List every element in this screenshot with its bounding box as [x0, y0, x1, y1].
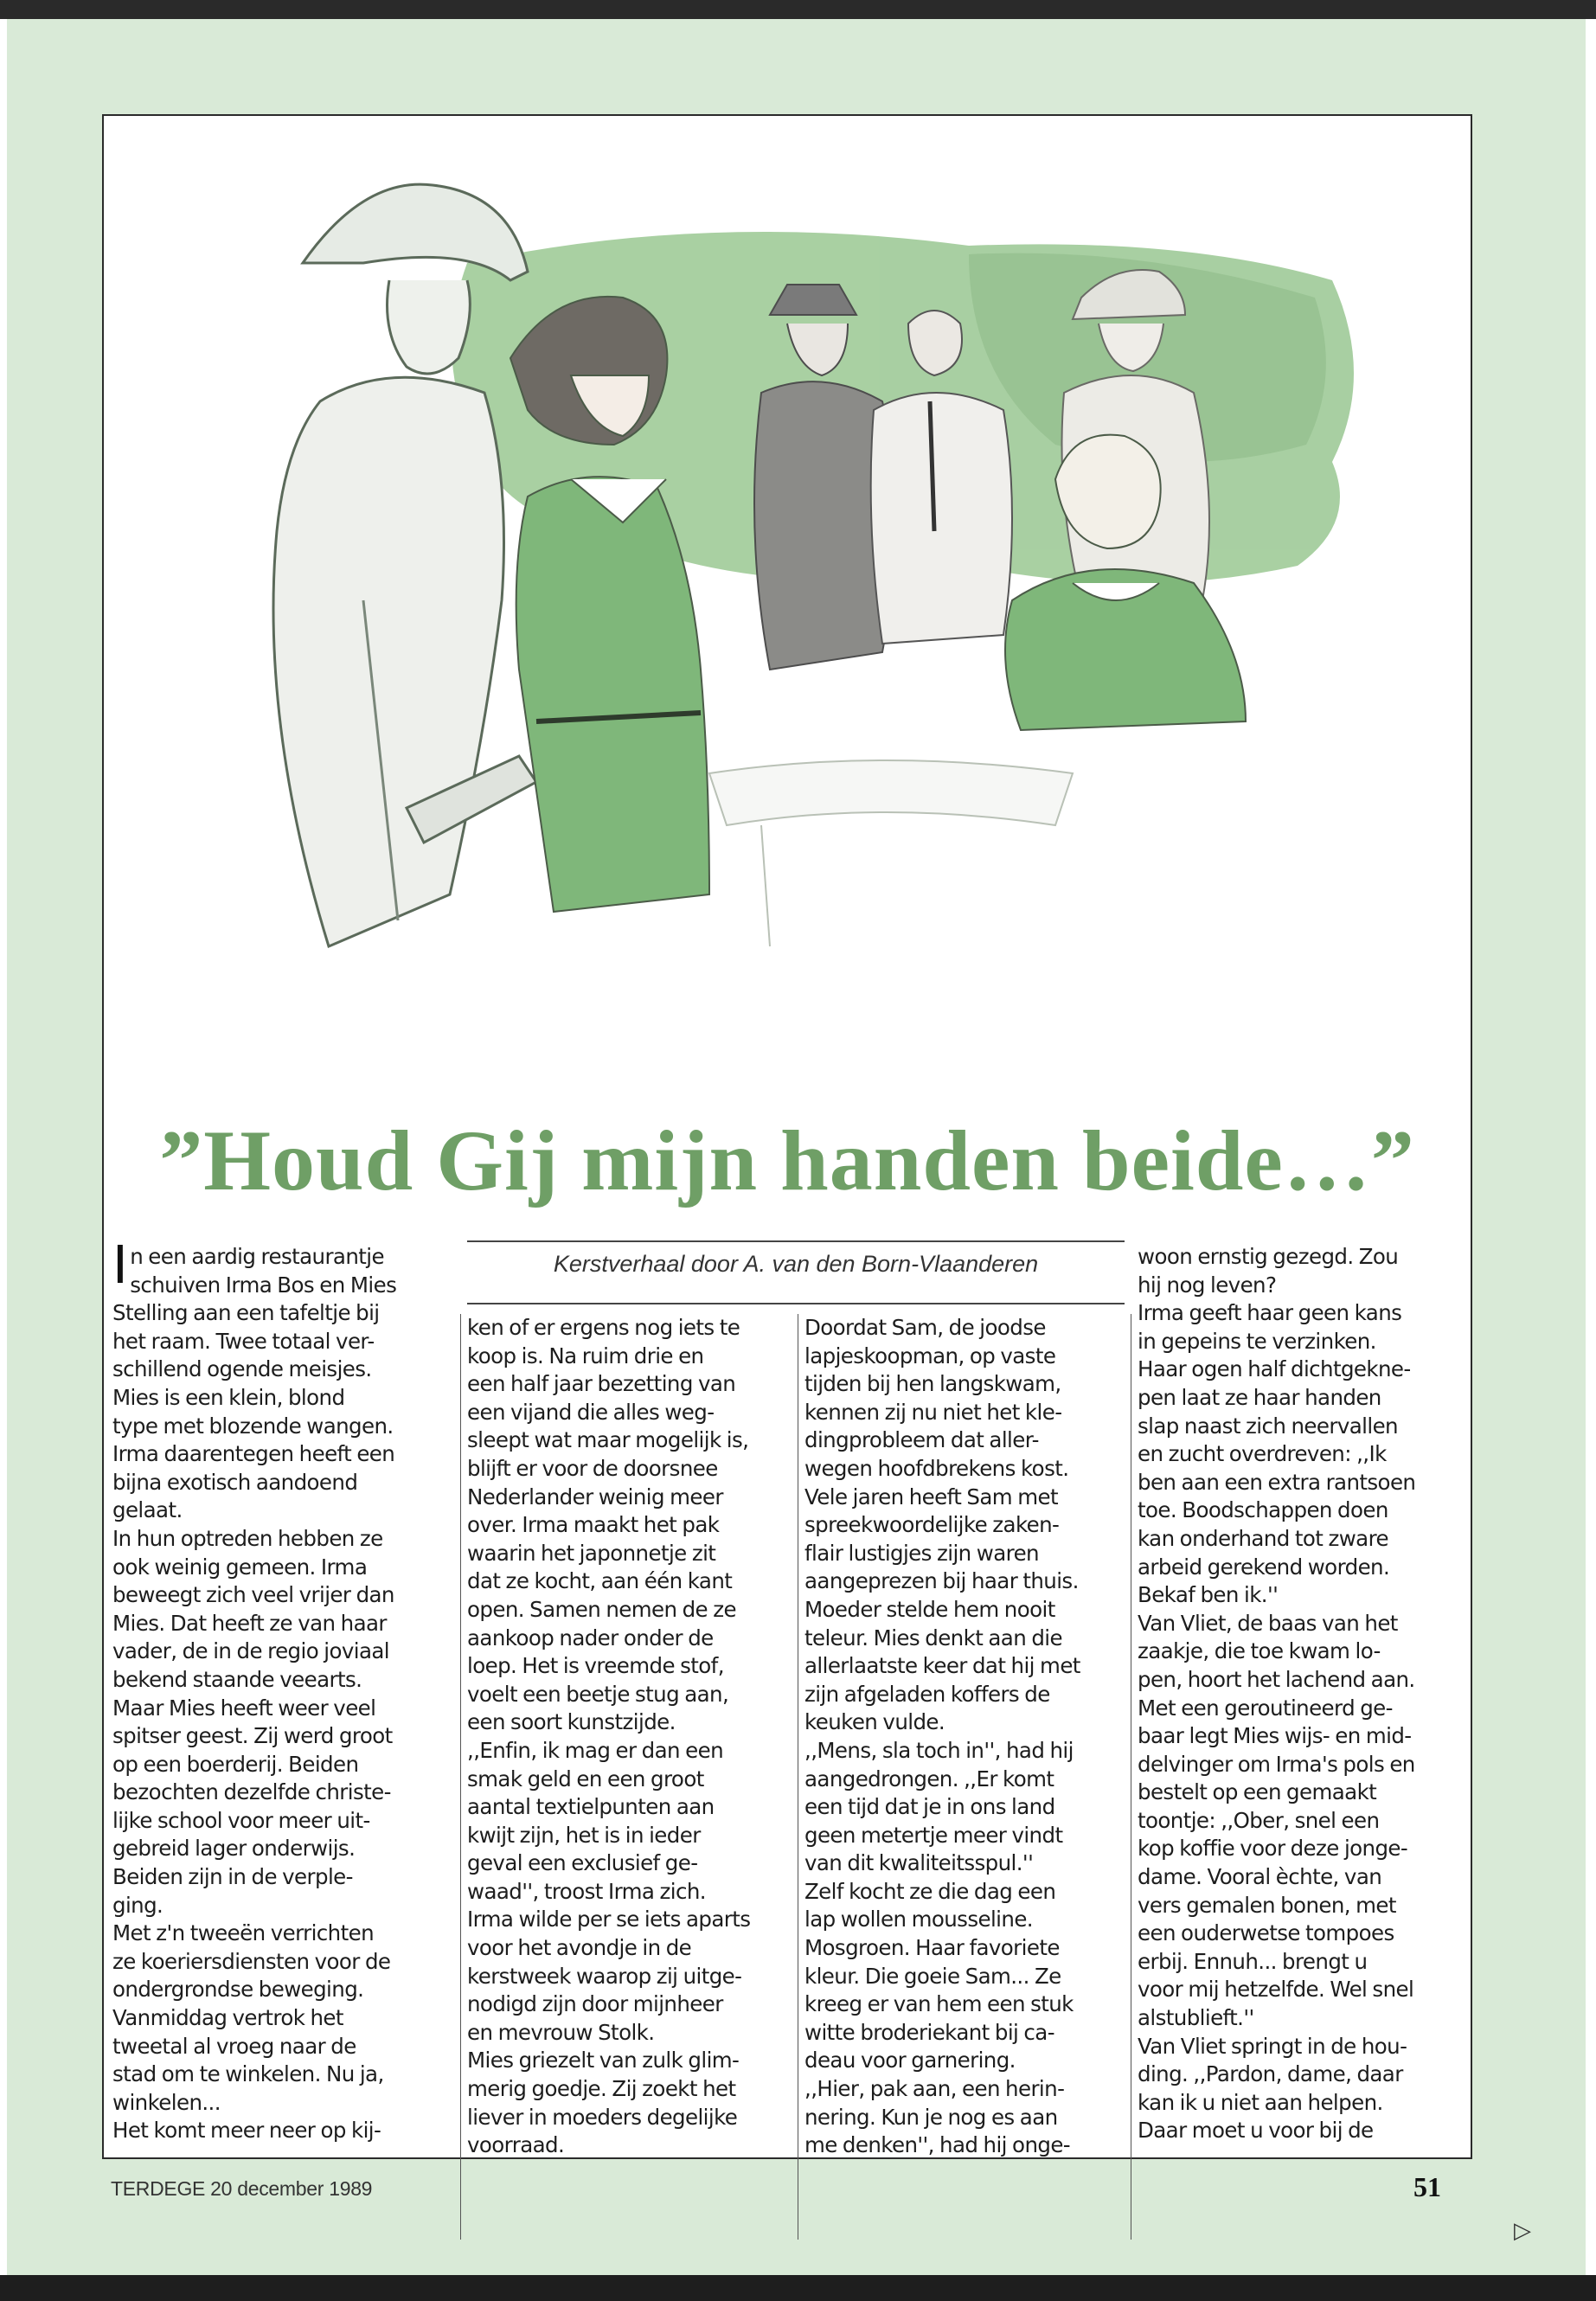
text-line: vader, de in de regio joviaal	[112, 1638, 390, 1664]
text-line: In hun optreden hebben ze	[112, 1525, 383, 1551]
text-line: over. Irma maakt het pak	[467, 1512, 720, 1538]
text-line: voelt een beetje stug aan,	[467, 1681, 729, 1707]
text-line: in gepeins te verzinken.	[1138, 1328, 1376, 1354]
text-line: merig goedje. Zij zoekt het	[467, 2076, 736, 2102]
text-column-4	[1138, 1243, 1466, 2145]
story-title: ”Houd Gij mijn handen beide…”	[159, 1112, 1415, 1208]
text-line: het raam. Twee totaal ver-	[112, 1328, 375, 1354]
text-line: Moeder stelde hem nooit	[804, 1596, 1055, 1622]
text-line: waarin het japonnetje zit	[467, 1540, 716, 1566]
text-line: aangedrongen. ,,Er komt	[804, 1766, 1054, 1791]
text-line: kan ik u niet aan helpen.	[1138, 2089, 1383, 2115]
page-sheet	[7, 19, 1586, 2275]
text-line: Haar ogen half dichtgekne-	[1138, 1356, 1411, 1382]
text-line: baar legt Mies wijs- en mid-	[1138, 1723, 1412, 1749]
text-line: Vanmiddag vertrok het	[112, 2005, 343, 2031]
text-line: type met blozende wangen.	[112, 1413, 394, 1439]
text-line: ,,Enfin, ik mag er dan een	[467, 1737, 724, 1763]
story-illustration	[104, 116, 1471, 1076]
text-line: Mies griezelt van zulk glim-	[467, 2048, 740, 2073]
text-line: kwijt zijn, het is in ieder	[467, 1822, 701, 1848]
text-line: waad'', troost Irma zich.	[467, 1878, 706, 1904]
text-line: me denken'', had hij onge-	[804, 2132, 1071, 2158]
text-line: Met z'n tweeën verrichten	[112, 1920, 374, 1946]
text-line: gebreid lager onderwijs.	[112, 1836, 356, 1862]
text-line: pen laat ze haar handen	[1138, 1384, 1381, 1410]
text-line: smak geld en een groot	[467, 1766, 704, 1791]
text-line: bezochten dezelfde christe-	[112, 1779, 391, 1805]
text-line: toe. Boodschappen doen	[1138, 1497, 1388, 1523]
text-line: Irma geeft haar geen kans	[1138, 1300, 1402, 1326]
text-line: liever in moeders degelijke	[467, 2104, 738, 2130]
text-line: ondergrondse beweging.	[112, 1977, 364, 2003]
text-line: Zelf kocht ze die dag een	[804, 1878, 1056, 1904]
text-line: een ouderwetse tompoes	[1138, 1920, 1394, 1946]
text-line: kleur. Die goeie Sam... Ze	[804, 1963, 1061, 1989]
text-line: Beiden zijn in de verple-	[112, 1864, 353, 1890]
text-line: aankoop nader onder de	[467, 1625, 714, 1650]
text-line: delvinger om Irma's pols en	[1138, 1751, 1415, 1777]
text-line: hij nog leven?	[1138, 1272, 1277, 1298]
text-line: Mies is een klein, blond	[112, 1384, 345, 1410]
text-line: op een boerderij. Beiden	[112, 1751, 359, 1777]
text-line: lijke school voor meer uit-	[112, 1807, 370, 1833]
text-line: zaakje, die toe kwam lo-	[1138, 1638, 1381, 1664]
text-line: allerlaatste keer dat hij met	[804, 1653, 1080, 1679]
text-line: loep. Het is vreemde stof,	[467, 1653, 724, 1679]
text-line: tijden bij hen langskwam,	[804, 1371, 1061, 1397]
text-line: ging.	[112, 1892, 163, 1918]
byline: Kerstverhaal door A. van den Born-Vlaanderen	[553, 1251, 1039, 1277]
text-line: nodigd zijn door mijnheer	[467, 1991, 723, 2017]
text-line: schuiven Irma Bos en Mies	[130, 1272, 397, 1298]
text-line: voorraad.	[467, 2132, 565, 2158]
column-rule-1	[460, 1314, 461, 2240]
continue-arrow-icon: ▷	[1514, 2217, 1531, 2243]
text-line: Het komt meer neer op kij-	[112, 2118, 381, 2144]
text-line: woon ernstig gezegd. Zou	[1138, 1244, 1399, 1269]
text-line: een soort kunstzijde.	[467, 1709, 676, 1735]
text-line: gelaat.	[112, 1497, 183, 1523]
text-line: lap wollen mousseline.	[804, 1907, 1033, 1932]
scan-top-edge	[0, 0, 1596, 19]
text-line: n een aardig restaurantje	[130, 1244, 384, 1269]
text-line: Irma wilde per se iets aparts	[467, 1907, 751, 1932]
text-line: Stelling aan een tafeltje bij	[112, 1300, 380, 1326]
text-line: Vele jaren heeft Sam met	[804, 1484, 1058, 1509]
text-line: flair lustigjes zijn waren	[804, 1540, 1039, 1566]
text-line: Mies. Dat heeft ze van haar	[112, 1610, 387, 1636]
text-line: arbeid gerekend worden.	[1138, 1554, 1390, 1580]
text-line: voor het avondje in de	[467, 1935, 692, 1961]
text-line: dat ze kocht, aan één kant	[467, 1568, 733, 1594]
text-line: een vijand die alles weg-	[467, 1399, 715, 1425]
text-line: aangeprezen bij haar thuis.	[804, 1568, 1079, 1594]
text-line: stad om te winkelen. Nu ja,	[112, 2061, 384, 2087]
text-line: keuken vulde.	[804, 1709, 945, 1735]
text-line: geen metertje meer vindt	[804, 1822, 1063, 1848]
text-line: en zucht overdreven: ,,Ik	[1138, 1441, 1387, 1467]
text-line: dame. Vooral èchte, van	[1138, 1864, 1382, 1890]
text-line: tweetal al vroeg naar de	[112, 2033, 356, 2059]
text-line: ook weinig gemeen. Irma	[112, 1554, 368, 1580]
text-line: ding. ,,Pardon, dame, daar	[1138, 2061, 1403, 2087]
text-line: Nederlander weinig meer	[467, 1484, 723, 1509]
text-column-3	[804, 1314, 1125, 2160]
text-line: ze koeriersdiensten voor de	[112, 1948, 391, 1974]
text-line: ,,Mens, sla toch in'', had hij	[804, 1737, 1074, 1763]
text-line: kreeg er van hem een stuk	[804, 1991, 1074, 2017]
text-line: Doordat Sam, de joodse	[804, 1315, 1046, 1340]
text-line: Van Vliet springt in de hou-	[1138, 2033, 1407, 2059]
text-line: ken of er ergens nog iets te	[467, 1315, 740, 1340]
text-line: beweegt zich veel vrijer dan	[112, 1582, 394, 1608]
text-line: een half jaar bezetting van	[467, 1371, 736, 1397]
page-number: 51	[1413, 2171, 1441, 2202]
text-line: Mosgroen. Haar favoriete	[804, 1935, 1060, 1961]
text-line: dingprobleem dat aller-	[804, 1427, 1039, 1453]
text-line: teleur. Mies denkt aan die	[804, 1625, 1062, 1650]
text-line: pen, hoort het lachend aan.	[1138, 1666, 1415, 1692]
byline-box	[467, 1240, 1125, 1304]
text-line: lapjeskoopman, op vaste	[804, 1343, 1056, 1368]
text-line: kennen zij nu niet het kle-	[804, 1399, 1062, 1425]
text-line: toontje: ,,Ober, snel een	[1138, 1807, 1380, 1833]
text-line: kerstweek waarop zij uitge-	[467, 1963, 742, 1989]
text-line: wegen hoofdbrekens kost.	[804, 1455, 1069, 1481]
text-line: ben aan een extra rantsoen	[1138, 1469, 1416, 1495]
text-line: en mevrouw Stolk.	[467, 2019, 655, 2045]
text-line: spreekwoordelijke zaken-	[804, 1512, 1060, 1538]
text-line: koop is. Na ruim drie en	[467, 1343, 704, 1368]
text-line: witte broderiekant bij ca-	[804, 2019, 1054, 2045]
publication-footer: TERDEGE 20 december 1989	[111, 2177, 373, 2200]
text-line: deau voor garnering.	[804, 2048, 1016, 2073]
text-line: open. Samen nemen de ze	[467, 1596, 736, 1622]
text-line: sleept wat maar mogelijk is,	[467, 1427, 749, 1453]
drop-cap: I	[112, 1233, 128, 1295]
text-line: Van Vliet, de baas van het	[1138, 1610, 1398, 1636]
text-line: kan onderhand tot zware	[1138, 1525, 1388, 1551]
text-line: geval een exclusief ge-	[467, 1850, 698, 1876]
text-line: ,,Hier, pak aan, een herin-	[804, 2076, 1065, 2102]
text-line: Daar moet u voor bij de	[1138, 2118, 1374, 2144]
text-column-1	[112, 1233, 454, 2145]
text-line: zijn afgeladen koffers de	[804, 1681, 1050, 1707]
text-line: Bekaf ben ik.''	[1138, 1582, 1279, 1608]
text-line: Irma daarentegen heeft een	[112, 1441, 395, 1467]
text-line: bestelt op een gemaakt	[1138, 1779, 1377, 1805]
text-line: kop koffie voor deze jonge-	[1138, 1836, 1408, 1862]
text-line: spitser geest. Zij werd groot	[112, 1723, 393, 1749]
scan-bottom-edge	[0, 2275, 1596, 2301]
text-line: nering. Kun je nog es aan	[804, 2104, 1058, 2130]
text-line: blijft er voor de doorsnee	[467, 1455, 718, 1481]
text-line: een tijd dat je in ons land	[804, 1794, 1055, 1820]
text-line: Met een geroutineerd ge-	[1138, 1695, 1393, 1721]
text-line: winkelen...	[112, 2089, 221, 2115]
text-line: van dit kwaliteitsspul.''	[804, 1850, 1034, 1876]
text-line: vers gemalen bonen, met	[1138, 1892, 1396, 1918]
text-line: slap naast zich neervallen	[1138, 1413, 1398, 1439]
text-line: alstublieft.''	[1138, 2005, 1254, 2031]
text-line: bekend staande veearts.	[112, 1666, 362, 1692]
text-line: voor mij hetzelfde. Wel snel	[1138, 1977, 1414, 2003]
text-line: Maar Mies heeft weer veel	[112, 1695, 376, 1721]
text-line: aantal textielpunten aan	[467, 1794, 715, 1820]
text-line: erbij. Ennuh... brengt u	[1138, 1948, 1368, 1974]
table-sketch	[709, 760, 1073, 946]
text-column-2	[467, 1314, 796, 2160]
text-line: schillend ogende meisjes.	[112, 1356, 372, 1382]
text-line: bijna exotisch aandoend	[112, 1469, 358, 1495]
